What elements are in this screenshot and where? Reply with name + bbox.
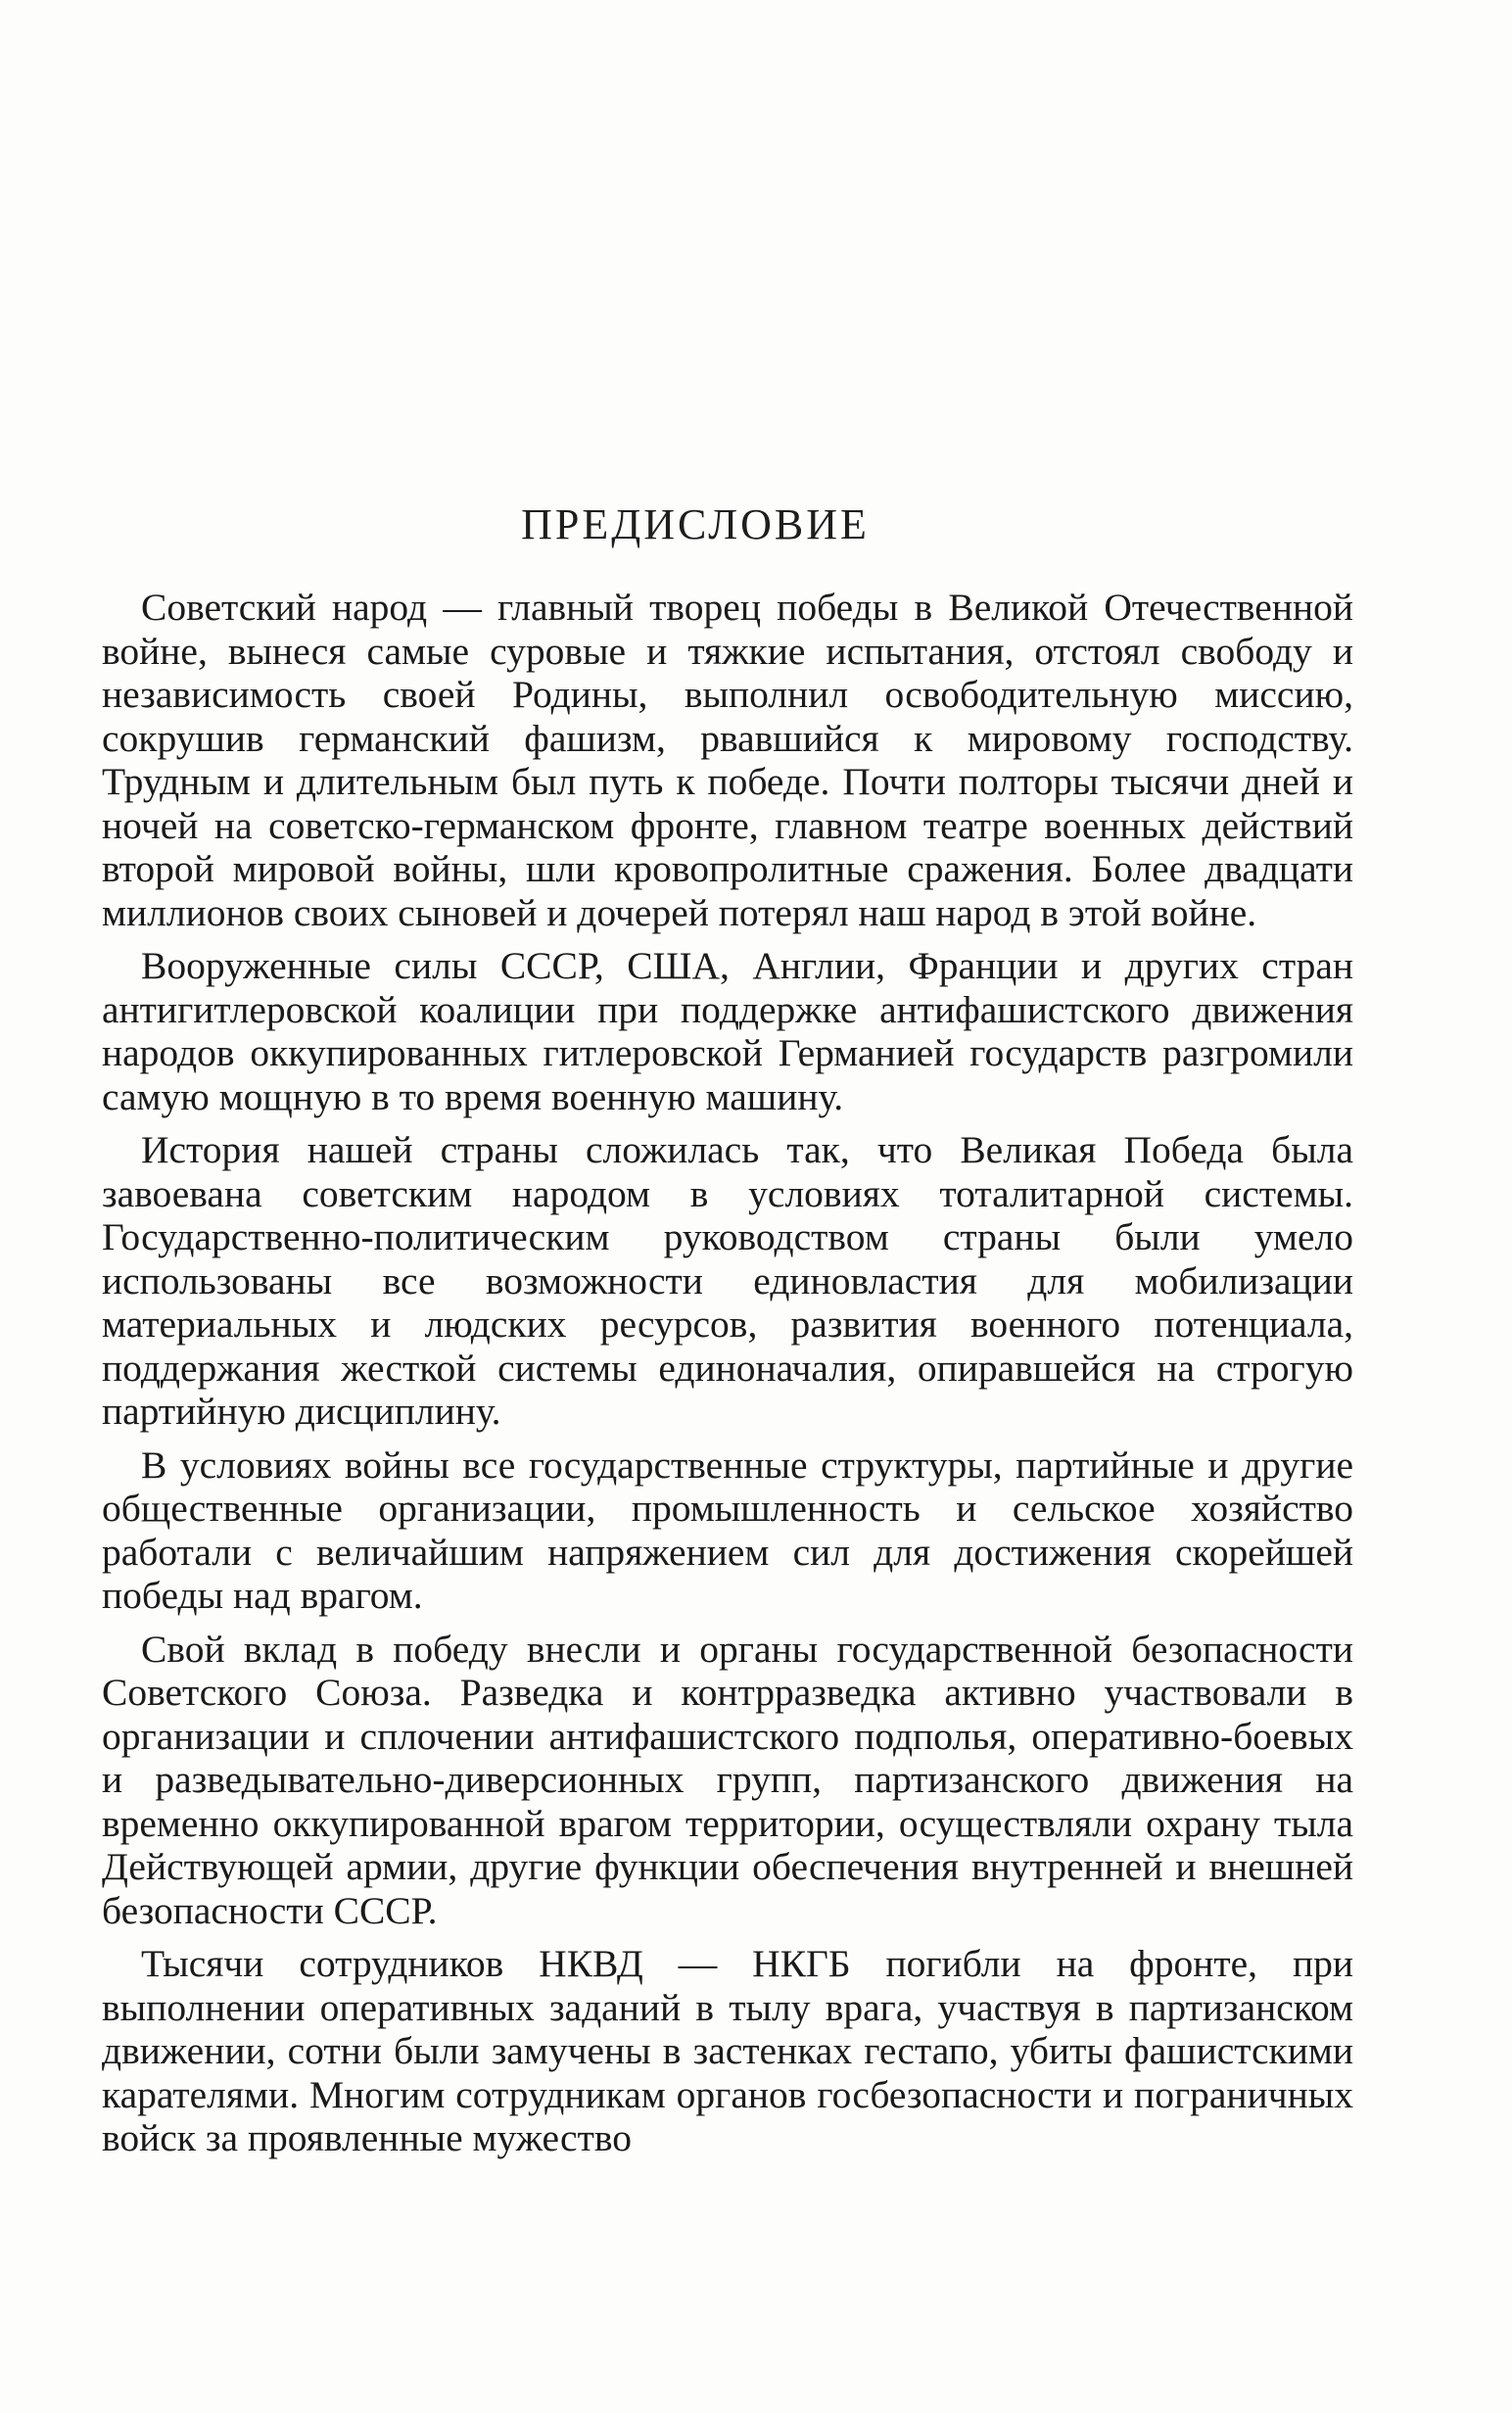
paragraph: В условиях войны все государственные структуры, партийные и другие общественные организации, промышленность и сельское хозяйство работали с величайшим напряжением сил для достижения скорейшей победы над врагом. (102, 1443, 1353, 1617)
page-title: ПРЕДИСЛОВИЕ (521, 500, 870, 548)
paragraph: Тысячи сотрудников НКВД — НКГБ погибли на фронте, при выполнении оперативных заданий в тылу врага, участвуя в партизанском движении, сотни были замучены в застенках гестапо, убиты фашистскими карателями. Многим сотрудникам органов госбезопасности и пограничных войск за проявленные мужество (102, 1942, 1353, 2159)
paragraph: Свой вклад в победу внесли и органы государственной безопасности Советского Союза. Разведка и контрразведка активно участвовали в организации и сплочении антифашистского подполья, оперативно-боевых и разведывательно-диверсионных групп, партизанского движения на временно оккупированной врагом территории, осуществляли охрану тыла Действующей армии, другие функции обеспечения внутренней и внешней безопасности СССР. (102, 1627, 1353, 1932)
paragraph: Советский народ — главный творец победы в Великой Отечественной войне, вынеся самые суровые и тяжкие испытания, отстоял свободу и независимость своей Родины, выполнил освободительную миссию, сокрушив германский фашизм, рвавшийся к мировому господству. Трудным и длительным был путь к победе. Почти полторы тысячи дней и ночей на советско-германском фронте, главном театре военных действий второй мировой войны, шли кровопролитные сражения. Более двадцати миллионов своих сыновей и дочерей потерял наш народ в этой войне. (102, 586, 1353, 934)
paragraph: Вооруженные силы СССР, США, Англии, Франции и других стран антигитлеровской коалиции при поддержке антифашистского движения народов оккупированных гитлеровской Германией государств разгромили самую мощную в то время военную машину. (102, 944, 1353, 1118)
paragraph: История нашей страны сложилась так, что Великая Победа была завоевана советским народом в условиях тоталитарной системы. Государственно-политическим руководством страны были умело использованы все возможности единовластия для мобилизации материальных и людских ресурсов, развития военного потенциала, поддержания жесткой системы единоначалия, опиравшейся на строгую партийную дисциплину. (102, 1128, 1353, 1433)
body-text (102, 586, 1353, 2170)
